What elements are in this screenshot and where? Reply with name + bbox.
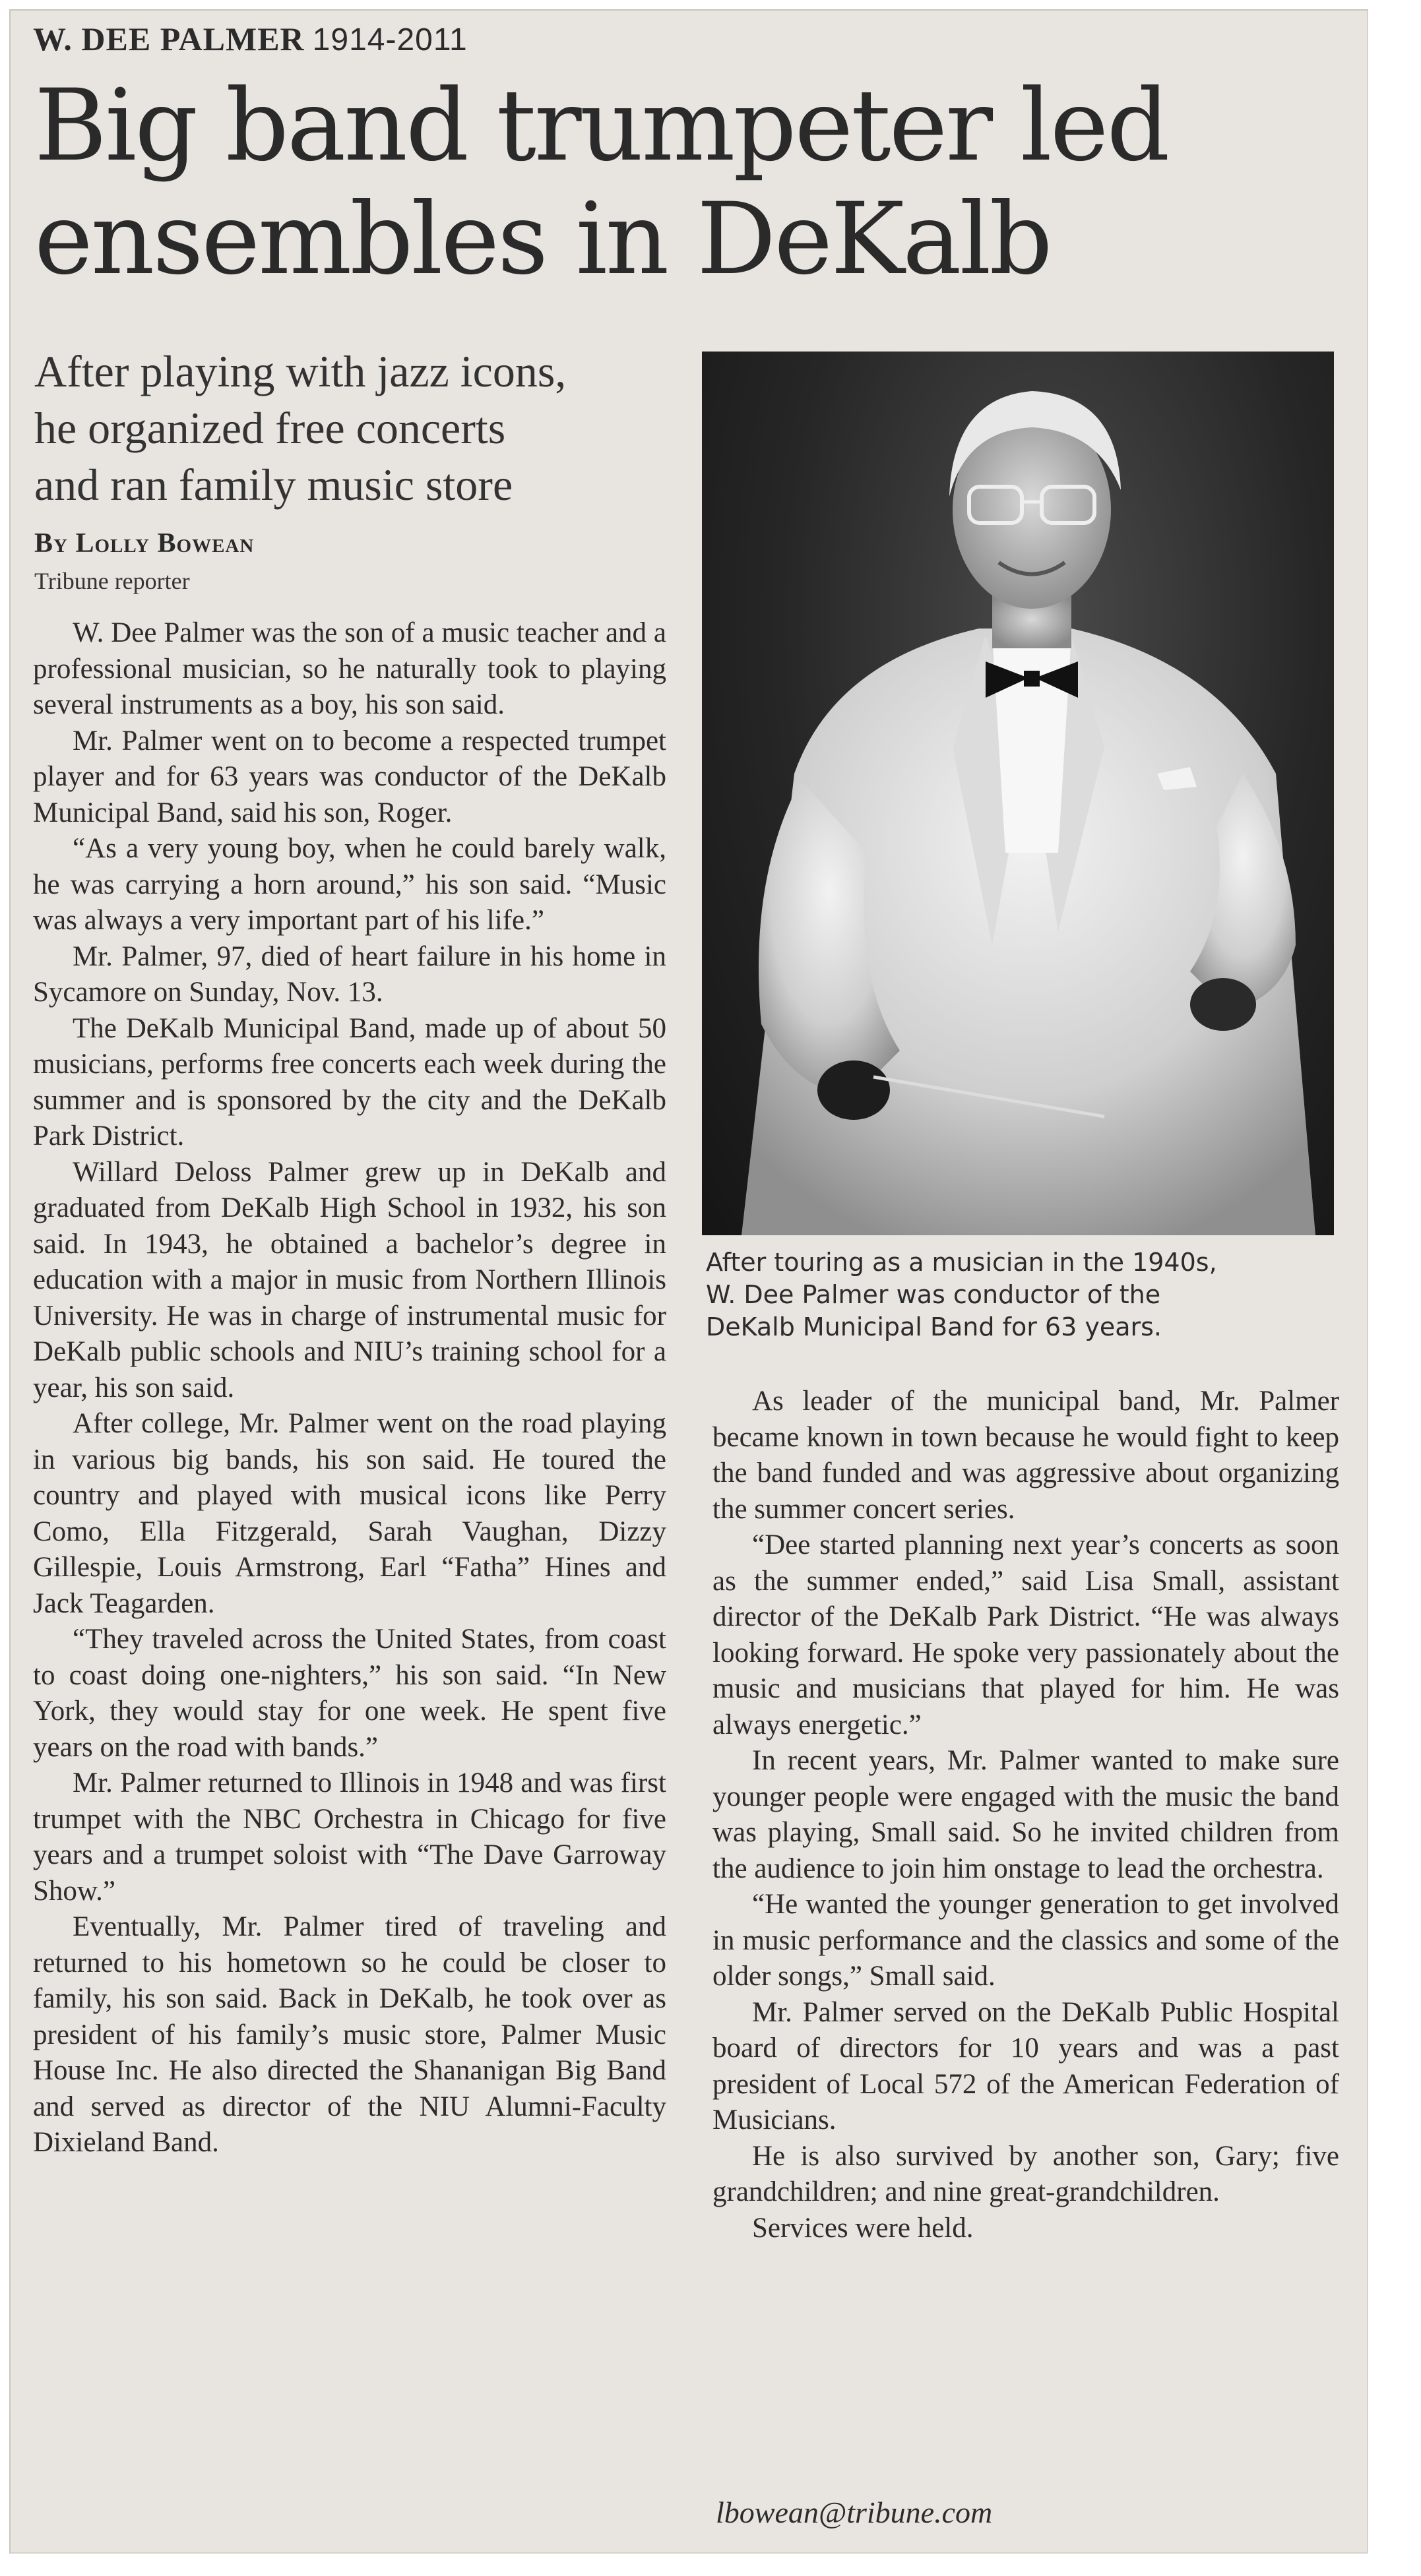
photo-caption bbox=[706, 1246, 1339, 1343]
paragraph: “They traveled across the United States, from coast to coast doing one-nighters,” his son said. “In New York, they would stay for one week. He spent five years on the road with bands.” bbox=[33, 1624, 666, 1763]
byline-author: By Lolly Bowean bbox=[34, 528, 255, 559]
subject-years: 1914-2011 bbox=[312, 22, 468, 57]
paragraph: He is also survived by another son, Gary; five grandchildren; and nine great-grandchildren. bbox=[712, 2140, 1339, 2207]
portrait-photo bbox=[702, 352, 1334, 1235]
subheadline-line-2: he organized free concerts bbox=[34, 403, 506, 453]
paragraph: Mr. Palmer served on the DeKalb Public Hospital board of directors for 10 years and was a past president of Local 572 of the American Federation of Musicians. bbox=[712, 1996, 1339, 2135]
subheadline-line-3: and ran family music store bbox=[34, 460, 513, 510]
paragraph: Mr. Palmer returned to Illinois in 1948 and was first trumpet with the NBC Orchestra in Chicago for five years and a trumpet soloist with “The Dave Garroway Show.” bbox=[33, 1767, 666, 1907]
subheadline-line-1: After playing with jazz icons, bbox=[34, 346, 567, 396]
paragraph: W. Dee Palmer was the son of a music teacher and a professional musician, so he naturally took to playing several instruments as a boy, his son said. bbox=[33, 617, 666, 720]
caption-line-1: After touring as a musician in the 1940s, bbox=[706, 1248, 1217, 1277]
subject-name: W. DEE PALMER bbox=[33, 20, 305, 57]
paragraph: “As a very young boy, when he could barely walk, he was carrying a horn around,” his son said. “Music was always a very important part of his life.” bbox=[33, 833, 666, 936]
paragraph: “Dee started planning next year’s concerts as soon as the summer ended,” said Lisa Small, assistant director of the DeKalb Park District. “He was always looking forward. He spoke very passionately about the music and musicians that played for him. He was always energetic.” bbox=[712, 1529, 1339, 1740]
paragraph: Mr. Palmer, 97, died of heart failure in his home in Sycamore on Sunday, Nov. 13. bbox=[33, 940, 666, 1008]
paragraph: In recent years, Mr. Palmer wanted to make sure younger people were engaged with the music the band was playing, Small said. So he invited children from the audience to join him onstage to lead the orchestra. bbox=[712, 1745, 1339, 1884]
paragraph: After college, Mr. Palmer went on the road playing in various big bands, his son said. He toured the country and played with musical icons like Perry Como, Ella Fitzgerald, Sarah Vaughan, Dizzy Gillespie, Louis Armstrong, Earl “Fatha” Hines and Jack Teagarden. bbox=[33, 1408, 666, 1619]
paragraph: Eventually, Mr. Palmer tired of traveling and returned to his hometown so he could be closer to family, his son said. Back in DeKalb, he took over as president of his family’s music store, Palmer Music House Inc. He also directed the Shananigan Big Band and served as director of the NIU Alumni-Faculty Dixieland Band. bbox=[33, 1911, 666, 2158]
paragraph: As leader of the municipal band, Mr. Palmer became known in town because he would fight to keep the band funded and was aggressive about organizing the summer concert series. bbox=[712, 1386, 1339, 1525]
paragraph: Mr. Palmer went on to become a respected trumpet player and for 63 years was conductor of the DeKalb Municipal Band, said his son, Roger. bbox=[33, 725, 666, 828]
paragraph: Services were held. bbox=[752, 2212, 974, 2244]
paragraph: The DeKalb Municipal Band, made up of about 50 musicians, performs free concerts each week during the summer and is sponsored by the city and the DeKalb Park District. bbox=[33, 1012, 666, 1151]
headline bbox=[34, 69, 1321, 296]
caption-line-2: W. Dee Palmer was conductor of the bbox=[706, 1280, 1161, 1309]
conductor-portrait-image bbox=[702, 352, 1334, 1235]
byline-role: Tribune reporter bbox=[34, 568, 190, 594]
paragraph: “He wanted the younger generation to get involved in music performance and the classics and some of the older songs,” Small said. bbox=[712, 1889, 1339, 1992]
paragraph: Willard Deloss Palmer grew up in DeKalb and graduated from DeKalb High School in 1932, his son said. In 1943, he obtained a bachelor’s degree in education with a major in music from Northern Illinois University. He was in charge of instrumental music for DeKalb public schools and NIU’s training school for a year, his son said. bbox=[33, 1156, 666, 1403]
author-email: lbowean@tribune.com bbox=[716, 2496, 993, 2529]
caption-line-3: DeKalb Municipal Band for 63 years. bbox=[706, 1312, 1162, 1341]
subheadline bbox=[34, 343, 687, 513]
article-column-2 bbox=[712, 1384, 1339, 2246]
headline-line-2: ensembles in DeKalb bbox=[34, 182, 1051, 297]
obituary-kicker bbox=[33, 20, 468, 58]
headline-line-1: Big band trumpeter led bbox=[34, 69, 1168, 183]
article-column-1 bbox=[33, 615, 666, 2161]
